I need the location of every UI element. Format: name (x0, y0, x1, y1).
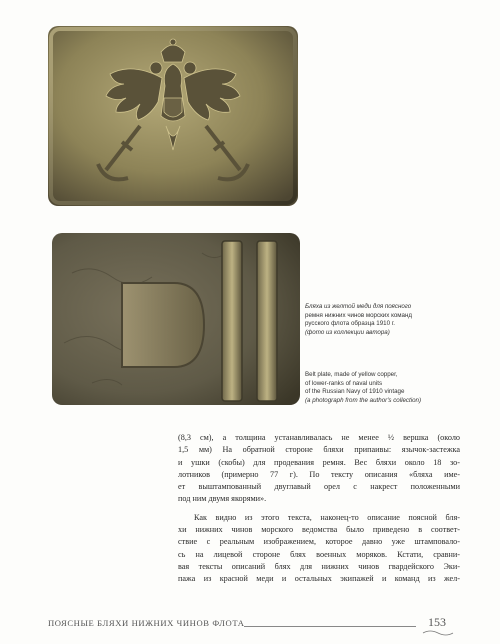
caption-en-credit: (a photograph from the author's collection) (305, 396, 422, 404)
body-line: ет выштампованный двуглавый орел с накрест положенными (178, 482, 460, 492)
caption-ru-line: Бляха из желтой меди для поясного (305, 303, 412, 310)
body-line: Как видно из этого текста, наконец-то описание поясной бля- (194, 512, 460, 522)
body-line: (8,3 см), а толщина устанавливалась не менее ½ вершка (около (178, 433, 460, 442)
caption-english (305, 371, 480, 405)
caption-en-line: of the Russian Navy of 1910 vintage (305, 388, 405, 396)
caption-ru-line: ремня нижних чинов морских команд (305, 311, 413, 319)
belt-plate-front-photo (48, 26, 298, 206)
belt-plate-back-photo (52, 233, 300, 405)
eagle-anchor-emblem-icon (48, 26, 298, 206)
buckle-loops-icon (52, 233, 300, 405)
body-line: пажа из красной меди и остальных экипажей и команд из жел- (178, 574, 460, 584)
page-number: 153 (428, 615, 446, 629)
body-line: вая тексты описаний блях для нижних чинов гвардейского Эки- (178, 561, 460, 571)
body-line: сь на лицевой стороне блях военных моряков. Кстати, сравни- (178, 549, 460, 559)
caption-russian (305, 303, 480, 337)
caption-ru-credit: (фото из коллекции автора) (305, 328, 390, 336)
body-line: 1,5 мм) На обратной стороне бляхи припаивы: язычок-застежка (178, 445, 460, 455)
body-text (178, 432, 460, 586)
caption-en-line: of lower-ranks of naval units (305, 379, 383, 387)
body-line: ствие с реальным изображением, которое давно уже штамповало- (178, 537, 460, 547)
page-footer (0, 614, 500, 644)
body-line: и ушки (скобы) для продевания ремня. Вес бляхи около 18 зо- (178, 457, 460, 467)
footer-divider (244, 626, 416, 627)
body-line: под ним двумя якорями». (178, 494, 267, 504)
caption-en-line: Belt plate, made of yellow copper, (305, 371, 398, 378)
flourish-icon (422, 629, 454, 637)
running-title: ПОЯСНЫЕ БЛЯХИ НИЖНИХ ЧИНОВ ФЛОТА (48, 618, 245, 628)
body-line: хи нижних чинов морского ведомства было приведено в соответ- (178, 525, 460, 535)
caption-ru-line: русского флота образца 1910 г. (305, 320, 395, 328)
body-line: лотников (примерно 77 г). По тексту описания «бляха име- (178, 469, 460, 479)
